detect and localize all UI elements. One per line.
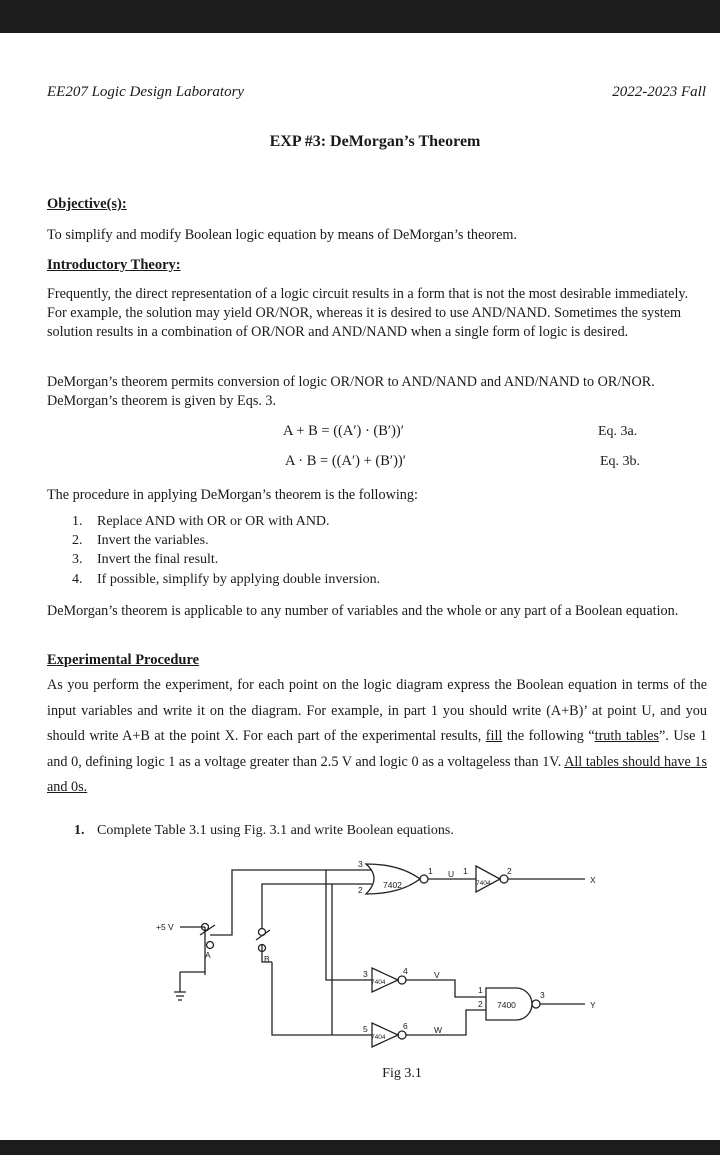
step-number: 2. [72, 533, 83, 548]
wire-w [406, 1010, 486, 1035]
switch-b-label: B [264, 954, 270, 964]
step-number: 3. [72, 552, 83, 567]
point-v-label: V [434, 970, 440, 980]
point-w-label: W [434, 1025, 443, 1035]
nor-gate-label: 7402 [383, 880, 402, 890]
pin-label: 2 [358, 885, 363, 895]
wire-b-inverter [272, 962, 372, 1035]
inverter-3-label: 7404 [371, 1034, 386, 1041]
nor-gate-bubble [420, 875, 428, 883]
bottom-dark-band [0, 1140, 720, 1155]
top-dark-band [0, 0, 720, 33]
task-number: 1. [74, 823, 85, 838]
pin-label: 2 [507, 866, 512, 876]
equation-3a-label: Eq. 3a. [598, 424, 638, 439]
inverter-1-label: 7404 [476, 880, 491, 887]
fill-word: fill [485, 728, 503, 744]
task-text: Complete Table 3.1 using Fig. 3.1 and write Boolean equations. [97, 823, 454, 838]
wire-v [406, 980, 486, 997]
experimental-text-a: As you perform the experiment, for each point on the logic diagram express the Boolean equation in terms of the input variables and write it on the diagram. For example, in part 1 you should write (A+B)’ at point U, and you should write A+B at the point X. For each part of the experimental results, [47, 677, 707, 744]
pin-label: 1 [463, 866, 468, 876]
pin-label: 3 [540, 990, 545, 1000]
pin-label: 3 [358, 859, 363, 869]
term-header: 2022-2023 Fall [612, 84, 706, 100]
step-number: 1. [72, 514, 83, 529]
nand-gate-bubble [532, 1000, 540, 1008]
procedure-intro: The procedure in applying DeMorgan’s theorem is the following: [47, 487, 418, 503]
logic-diagram [0, 850, 720, 1090]
pin-label: 1 [428, 866, 433, 876]
experimental-text-c: ”. Use 1 and 0, defining logic 1 as a voltage greater than 2.5 V and logic 0 as a voltageless than 1V. [47, 728, 707, 770]
equation-3b-label: Eq. 3b. [600, 454, 641, 469]
point-u-label: U [448, 869, 455, 879]
all-tables-note: All tables should have 1s and 0s. [47, 753, 707, 795]
wire-a-switch [210, 890, 232, 935]
pin-label: 4 [403, 966, 408, 976]
experimental-text-b: the following “ [502, 728, 595, 744]
theory-heading: Introductory Theory: [47, 257, 181, 273]
wire-b-top [262, 884, 372, 890]
course-header: EE207 Logic Design Laboratory [47, 84, 245, 100]
pin-label: 1 [478, 985, 483, 995]
point-y-label: Y [590, 1000, 596, 1010]
wire-a-inverter [326, 870, 372, 980]
inverter-1-body [476, 866, 500, 892]
objective-heading: Objective(s): [47, 196, 127, 212]
theory-paragraph-3: DeMorgan’s theorem is applicable to any number of variables and the whole or any part of a Boolean equation. [47, 603, 679, 619]
point-x-label: X [590, 875, 596, 885]
step-text: Invert the final result. [97, 552, 219, 567]
wire-a-top [232, 870, 372, 890]
equation-3a: A + B = ((A′) · (B′))′ [283, 423, 404, 439]
inverter-2-label: 7404 [371, 979, 386, 986]
pin-label: 3 [363, 969, 368, 979]
step-text: If possible, simplify by applying double inversion. [97, 572, 381, 587]
objective-text: To simplify and modify Boolean logic equation by means of DeMorgan’s theorem. [47, 227, 517, 243]
equation-3b: A · B = ((A′) + (B′))′ [285, 453, 406, 469]
theory-paragraph-2: DeMorgan’s theorem permits conversion of logic OR/NOR to AND/NAND and AND/NAND to OR/NOR. DeMorgan’s theorem is given by Eqs. 3. [47, 374, 655, 409]
step-text: Replace AND with OR or OR with AND. [97, 514, 330, 529]
pin-label: 2 [478, 999, 483, 1009]
step-text: Invert the variables. [97, 533, 209, 548]
switch-a-contact-bottom [207, 942, 214, 949]
pin-label: 5 [363, 1024, 368, 1034]
supply-label: +5 V [156, 922, 174, 932]
truth-tables-term: truth tables [594, 728, 659, 744]
nand-gate-label: 7400 [497, 1000, 516, 1010]
theory-paragraph-1: Frequently, the direct representation of a logic circuit results in a form that is not the most desirable immediately. For example, the solution may yield OR/NOR, whereas it is desired to use AND/NAND. Sometimes the system solution results in a combination of OR/NOR and AND/NAND when a single form of logic is desired. [47, 286, 689, 340]
step-number: 4. [72, 572, 83, 587]
experimental-heading: Experimental Procedure [47, 652, 200, 668]
experimental-paragraph [47, 673, 707, 801]
figure-caption: Fig 3.1 [382, 1066, 422, 1081]
switch-a-label: A [205, 950, 211, 960]
page-title: EXP #3: DeMorgan’s Theorem [269, 133, 481, 150]
pin-label: 6 [403, 1021, 408, 1031]
ground-symbol [174, 992, 186, 1000]
